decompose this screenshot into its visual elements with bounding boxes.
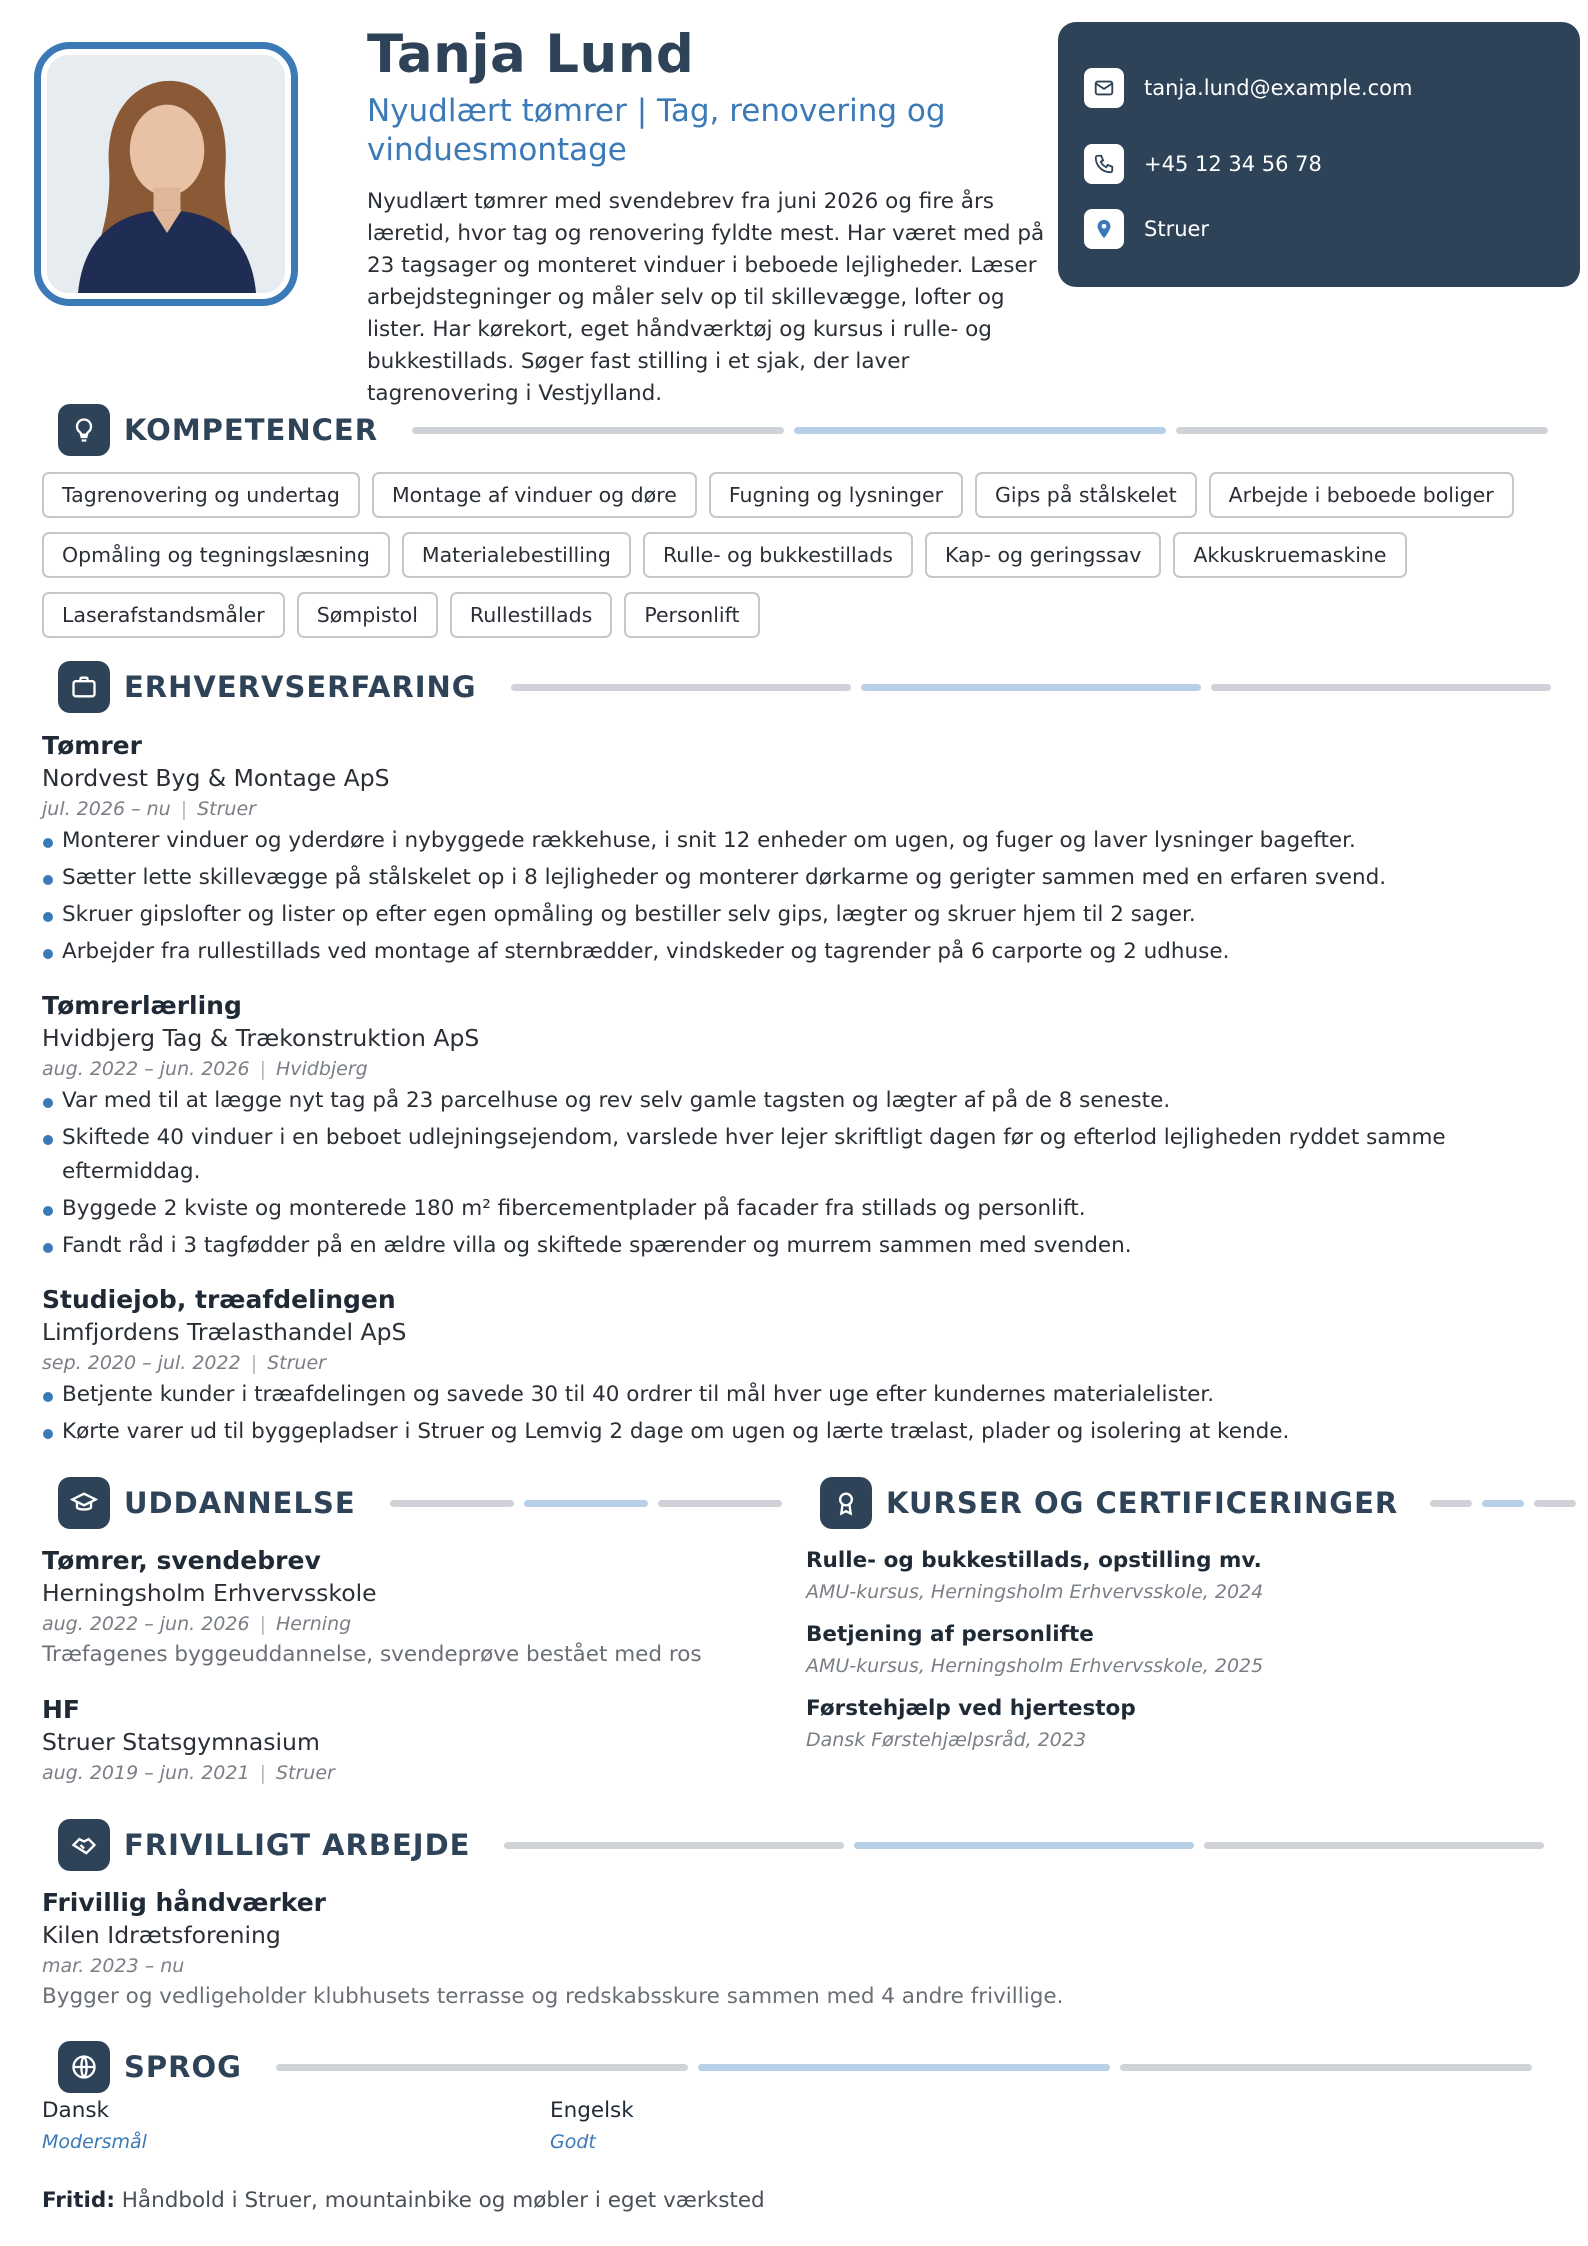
experience-item [42,1284,1522,1452]
skills-list [42,472,1542,638]
section-divider [511,684,1551,691]
skill-tag: Sømpistol [297,592,438,638]
language-name: Engelsk [550,2098,634,2123]
hobbies-text: Håndbold i Struer, mountainbike og møbler i eget værksted [121,2188,765,2213]
job-title: Tømrerlærling [42,991,242,1020]
skill-tag: Fugning og lysninger [709,472,963,518]
section-divider [390,1500,782,1507]
lightbulb-icon [58,404,110,456]
job-employer: Limfjordens Trælasthandel ApS [42,1318,407,1346]
job-period: aug. 2022 – jun. 2026 [42,1058,250,1080]
profile-portrait-image [47,55,285,293]
job-bullets [42,1378,1522,1449]
volunteer-description: Bygger og vedligeholder klubhusets terrasse og redskabsskure sammen med 4 andre frivillige. [42,1984,1064,2009]
skill-tag: Gips på stålskelet [975,472,1197,518]
skill-tag: Akkuskruemaskine [1173,532,1406,578]
volunteer-organisation: Kilen Idrætsforening [42,1921,281,1949]
course-meta: AMU-kursus, Herningsholm Erhvervsskole, 2024 [806,1581,1264,1603]
course-meta: AMU-kursus, Herningsholm Erhvervsskole, 2025 [806,1655,1264,1677]
list-item: Skiftede 40 vinduer i en beboet udlejningsejendom, varslede hver lejer skriftligt dagen før og efterlod lejligheden ryddet samme eftermiddag. [42,1121,1522,1189]
phone-icon [1084,144,1124,184]
job-title: Tømrer [42,731,142,760]
section-volunteer-header [58,1819,1544,1871]
job-bullets [42,824,1522,969]
list-item: Sætter lette skillevægge på stålskelet op i 8 lejligheder og monterer dørkarme og gerigter sammen med en erfaren svend. [42,861,1522,895]
course-title: Førstehjælp ved hjertestop [806,1696,1136,1721]
contact-email[interactable]: tanja.lund@example.com [1144,76,1413,100]
experience-item [42,990,1522,1266]
job-employer: Nordvest Byg & Montage ApS [42,764,390,792]
skill-tag: Opmåling og tegningslæsning [42,532,390,578]
skill-tag: Rullestillads [450,592,612,638]
section-skills-header [58,404,1548,456]
job-meta: sep. 2020 – jul. 2022 | Struer [42,1352,326,1374]
education-period: aug. 2022 – jun. 2026 [42,1613,250,1635]
list-item: Byggede 2 kviste og monterede 180 m² fibercementplader på facader fra stillads og personlift. [42,1192,1522,1226]
mail-icon [1084,68,1124,108]
education-item [42,1545,742,1671]
education-place: Struer [275,1762,335,1784]
list-item: Kørte varer ud til byggepladser i Struer og Lemvig 2 dage om ugen og lærte trælast, plader og isolering at kende. [42,1415,1522,1449]
contact-email-row [1084,66,1580,110]
profile-photo-frame [34,42,298,306]
contact-phone-row [1084,131,1580,196]
job-meta: aug. 2022 – jun. 2026 | Hvidbjerg [42,1058,368,1080]
job-bullets [42,1084,1522,1263]
education-place: Herning [275,1613,352,1635]
skill-tag: Montage af vinduer og døre [372,472,697,518]
experience-item [42,730,1522,972]
contact-phone[interactable]: +45 12 34 56 78 [1144,151,1322,176]
skill-tag: Kap- og geringssav [925,532,1161,578]
list-item: Betjente kunder i træafdelingen og savede 30 til 40 ordrer til mål hver uge efter kundernes materialelister. [42,1378,1522,1412]
skill-tag: Rulle- og bukkestillads [643,532,913,578]
skill-tag: Laserafstandsmåler [42,592,285,638]
language-level: Godt [550,2131,596,2153]
volunteer-item [42,1887,1522,2013]
profile-summary: Nyudlært tømrer med svendebrev fra juni 2026 og fire års læretid, hvor tag og renovering fyldte mest. Har været med på 23 tagsager og monteret vinduer i beboede lejligheder. Læser arbejdstegninger og måler selv op til skillevægge, lofter og lister. Har kørekort, eget håndværktøj og kursus i rulle- og bukkestillads. Søger fast stilling i et sjak, der laver tagrenovering i Vestjylland. [367,189,1045,406]
contact-card [1058,22,1580,287]
education-meta: aug. 2019 – jun. 2021 | Struer [42,1762,335,1784]
section-title: ERHVERVSERFARING [124,670,477,704]
candidate-headline: Nyudlært tømrer | Tag, renovering og vinduesmontage [367,93,946,168]
job-place: Hvidbjerg [275,1058,368,1080]
section-experience-header [58,661,1551,713]
education-title: HF [42,1695,81,1724]
hobbies-label: Fritid: [42,2188,115,2213]
list-item: Skruer gipslofter og lister op efter egen opmåling og bestiller selv gips, lægter og skruer hjem til 2 sager. [42,898,1522,932]
skill-tag: Arbejde i beboede boliger [1209,472,1514,518]
skill-tag: Personlift [624,592,759,638]
education-period: aug. 2019 – jun. 2021 [42,1762,250,1784]
list-item: Arbejder fra rullestillads ved montage af sternbrædder, vindskeder og tagrender på 6 carporte og 2 udhuse. [42,935,1522,969]
education-school: Struer Statsgymnasium [42,1728,320,1756]
section-title: SPROG [124,2050,242,2084]
job-period: sep. 2020 – jul. 2022 [42,1352,241,1374]
section-divider [276,2064,1532,2071]
job-employer: Hvidbjerg Tag & Trækonstruktion ApS [42,1024,480,1052]
job-place: Struer [267,1352,326,1374]
section-title: UDDANNELSE [124,1486,356,1520]
language-name: Dansk [42,2098,110,2123]
section-courses-header [820,1477,1576,1529]
section-languages-header [58,2041,1532,2093]
education-title: Tømrer, svendebrev [42,1546,321,1575]
globe-icon [58,2041,110,2093]
contact-location: Struer [1144,216,1210,241]
briefcase-icon [58,661,110,713]
section-divider [1430,1500,1576,1507]
section-education-header [58,1477,782,1529]
skill-tag: Materialebestilling [402,532,631,578]
list-item: Monterer vinduer og yderdøre i nybyggede rækkehuse, i snit 12 enheder om ugen, og fuger og laver lysninger bagefter. [42,824,1522,858]
section-divider [412,427,1548,434]
contact-location-row [1084,196,1580,261]
volunteer-period: mar. 2023 – nu [42,1955,185,1977]
section-divider [504,1842,1544,1849]
education-description: Træfagenes byggeuddannelse, svendeprøve bestået med ros [42,1642,702,1667]
list-item: Var med til at lægge nyt tag på 23 parcelhuse og rev selv gamle tagsten og lægter af på de 8 seneste. [42,1084,1522,1118]
education-item [42,1694,742,1788]
job-place: Struer [197,798,256,820]
graduation-cap-icon [58,1477,110,1529]
skill-tag: Tagrenovering og undertag [42,472,360,518]
section-title: KURSER OG CERTIFICERINGER [886,1486,1399,1520]
job-meta: jul. 2026 – nu | Struer [42,798,256,820]
language-item [550,2095,950,2157]
language-level: Modersmål [42,2131,147,2153]
job-period: jul. 2026 – nu [42,798,171,820]
candidate-name: Tanja Lund [367,24,695,85]
course-title: Rulle- og bukkestillads, opstilling mv. [806,1548,1262,1573]
section-title: KOMPETENCER [124,413,379,447]
hobbies [42,2188,765,2213]
job-title: Studiejob, træafdelingen [42,1285,396,1314]
courses-list [806,1545,1546,1767]
handshake-icon [58,1819,110,1871]
volunteer-title: Frivillig håndværker [42,1888,326,1917]
award-icon [820,1477,872,1529]
list-item: Fandt råd i 3 tagfødder på en ældre villa og skiftede spærender og murrem sammen med svenden. [42,1229,1522,1263]
course-title: Betjening af personlifte [806,1622,1094,1647]
profile-photo [47,55,285,293]
education-meta: aug. 2022 – jun. 2026 | Herning [42,1613,352,1635]
course-meta: Dansk Førstehjælpsråd, 2023 [806,1729,1087,1751]
section-title: FRIVILLIGT ARBEJDE [124,1828,471,1862]
language-item [42,2095,442,2157]
education-school: Herningsholm Erhvervsskole [42,1579,377,1607]
map-pin-icon [1084,209,1124,249]
